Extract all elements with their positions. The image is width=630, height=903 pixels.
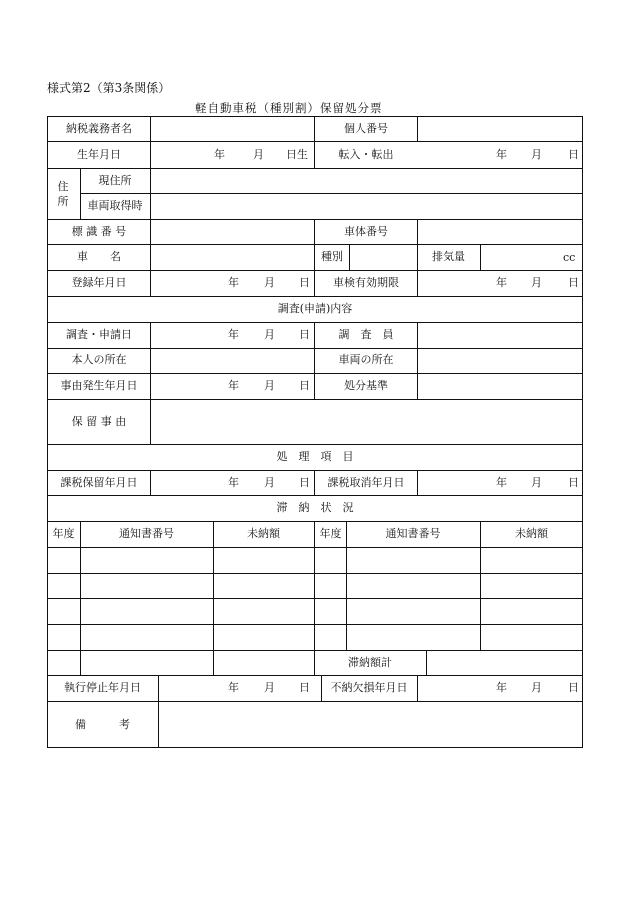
cc-unit: cc [563,251,576,264]
inc-month-unit: 月 [264,379,275,392]
plate-number-label: 標 識 番 号 [71,225,127,238]
address-at-acquisition-label: 車両取得時 [87,199,143,212]
arrears-section-header: 滞 納 状 況 [276,501,354,514]
inc-day-unit: 日 [299,379,310,392]
disposition-basis-label: 処分基準 [344,379,388,392]
birth-date-label: 生年月日 [77,148,121,161]
person-location-label: 本人の所在 [71,353,127,366]
enf-day-unit: 日 [299,681,310,694]
inspection-expiry-label: 車検有効期限 [333,276,399,289]
insp-year-unit: 年 [496,276,507,289]
incident-date-label: 事由発生年月日 [60,379,138,392]
chassis-number-label: 車体番号 [344,225,388,238]
unpaid-amount-header-right: 未納額 [515,527,548,540]
taxpayer-name-label: 納税義務者名 [66,122,132,135]
reg-day-unit: 日 [299,276,310,289]
notice-number-header-right: 通知書番号 [385,527,441,540]
enf-year-unit: 年 [228,681,239,694]
tax-reserve-date-label: 課税保留年月日 [60,476,138,489]
registration-date-label: 登録年月日 [71,276,127,289]
tax-cancel-date-label: 課税取消年月日 [327,476,405,489]
uncollectible-date-label: 不納欠損年月日 [330,681,408,694]
insp-month-unit: 月 [531,276,542,289]
fiscal-year-header-right: 年度 [319,527,342,540]
unc-day-unit: 日 [568,681,579,694]
reg-month-unit: 月 [264,276,275,289]
inv-year-unit: 年 [228,328,239,341]
res-year-unit: 年 [228,476,239,489]
form-number: 様式第2（第3条関係） [47,81,171,95]
address-label: 住所 [57,180,69,208]
remarks-label: 備 考 [75,718,130,731]
move-in-out-label: 転入・転出 [338,148,394,161]
res-day-unit: 日 [299,476,310,489]
enforcement-stop-date-label: 執行停止年月日 [64,681,141,694]
displacement-label: 排気量 [432,250,465,263]
investigation-section-header: 調査(申請)内容 [277,302,353,315]
current-address-label: 現住所 [98,174,132,187]
can-year-unit: 年 [496,476,507,489]
move-day-unit: 日 [568,148,579,161]
investigation-date-label: 調査・申請日 [66,328,132,341]
vehicle-type-label: 種別 [321,250,343,263]
insp-day-unit: 日 [568,276,579,289]
birth-month-unit: 月 [253,148,264,161]
birth-day-suffix: 日生 [286,148,308,161]
investigator-label: 調 査 員 [338,328,394,341]
unc-year-unit: 年 [496,681,507,694]
vehicle-name-label: 車 名 [77,250,121,263]
enf-month-unit: 月 [264,681,275,694]
inc-year-unit: 年 [228,379,239,392]
unpaid-amount-header-left: 未納額 [247,527,280,540]
res-month-unit: 月 [264,476,275,489]
move-year-unit: 年 [496,148,507,161]
processing-section-header: 処 理 項 目 [276,450,354,463]
unc-month-unit: 月 [531,681,542,694]
vehicle-location-label: 車両の所在 [338,353,394,366]
can-day-unit: 日 [568,476,579,489]
move-month-unit: 月 [531,148,542,161]
inv-day-unit: 日 [299,328,310,341]
can-month-unit: 月 [531,476,542,489]
reg-year-unit: 年 [228,276,239,289]
inv-month-unit: 月 [264,328,275,341]
form-title: 軽自動車税（種別割）保留処分票 [195,101,383,115]
notice-number-header-left: 通知書番号 [119,527,174,540]
fiscal-year-header-left: 年度 [52,527,75,540]
arrears-total-label: 滞納額計 [348,656,392,669]
birth-year-unit: 年 [214,148,225,161]
reserve-reason-label: 保 留 事 由 [71,415,127,428]
personal-number-label: 個人番号 [344,122,388,135]
